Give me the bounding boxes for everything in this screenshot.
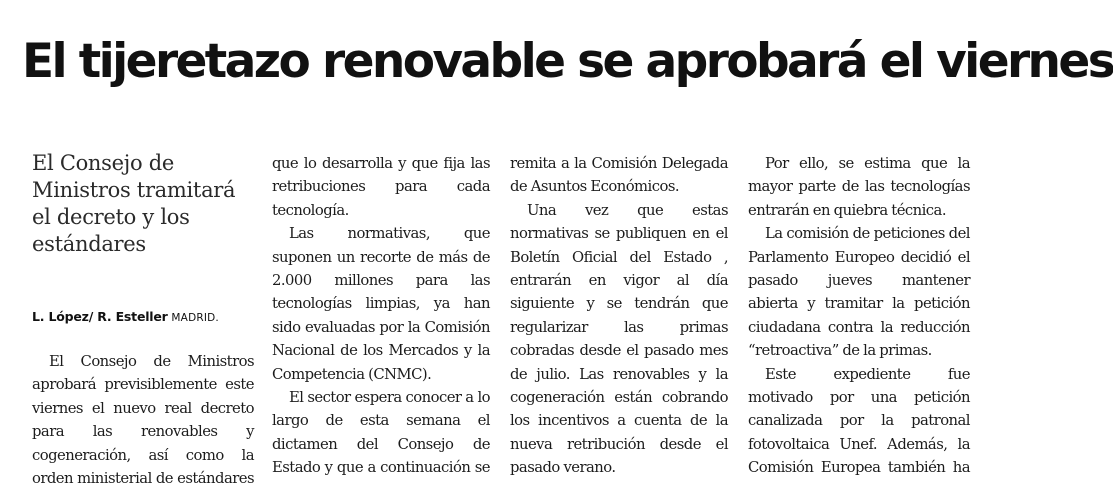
article-column-1 xyxy=(32,350,254,490)
body-paragraph: La comisión de peticiones del Parlamento Europeo decidió el pasado jueves mantener abierta y tramitar la petición ciudadana contra la reducción “retroactiva” de la primas. xyxy=(748,225,970,360)
article-column-3 xyxy=(510,152,728,480)
headline: El tijeretazo renovable se aprobará el viernes xyxy=(22,34,1113,89)
body-paragraph: que lo desarrolla y que fija las retribuciones para cada tecnología. xyxy=(272,155,490,219)
body-paragraph: remita a la Comisión Delegada de Asuntos Económicos. xyxy=(510,155,728,196)
byline xyxy=(32,309,257,324)
byline-city: MADRID. xyxy=(171,312,219,324)
body-paragraph: Este expediente fue motivado por una petición canalizada por la patronal fotovoltaica Unef. Además, la Comisión Europea también ha xyxy=(748,365,970,477)
body-paragraph: El Consejo de Ministros aprobará previsiblemente este viernes el nuevo real decreto para las renovables y cogeneración, así como la orden ministerial de estándares xyxy=(32,353,254,488)
body-paragraph: Por ello, se estima que la mayor parte de las tecnologías entrarán en quiebra técnica. xyxy=(748,155,970,219)
body-paragraph: Una vez que estas normativas se publiquen en el Boletín Oficial del Estado , entrarán en vigor al día siguiente y se tendrán que regularizar las primas cobradas desde el pasado mes de julio. Las renovables y la cogeneración están cobrando los incentivos a cuenta de la nueva retribución desde el pasado verano. xyxy=(510,201,728,477)
body-paragraph: El sector espera conocer a lo largo de esta semana el dictamen del Consejo de Estado y que a continuación se xyxy=(272,389,490,477)
subheadline: El Consejo de Ministros tramitará el decreto y los estándares xyxy=(32,151,236,256)
article-column-4 xyxy=(748,152,970,480)
body-paragraph: Las normativas, que suponen un recorte de más de 2.000 millones para las tecnologías limpias, ya han sido evaluadas por la Comisión Nacional de los Mercados y la Competencia (CNMC). xyxy=(272,225,490,383)
article-column-2 xyxy=(272,152,490,480)
byline-authors: L. López/ R. Esteller xyxy=(32,309,168,324)
